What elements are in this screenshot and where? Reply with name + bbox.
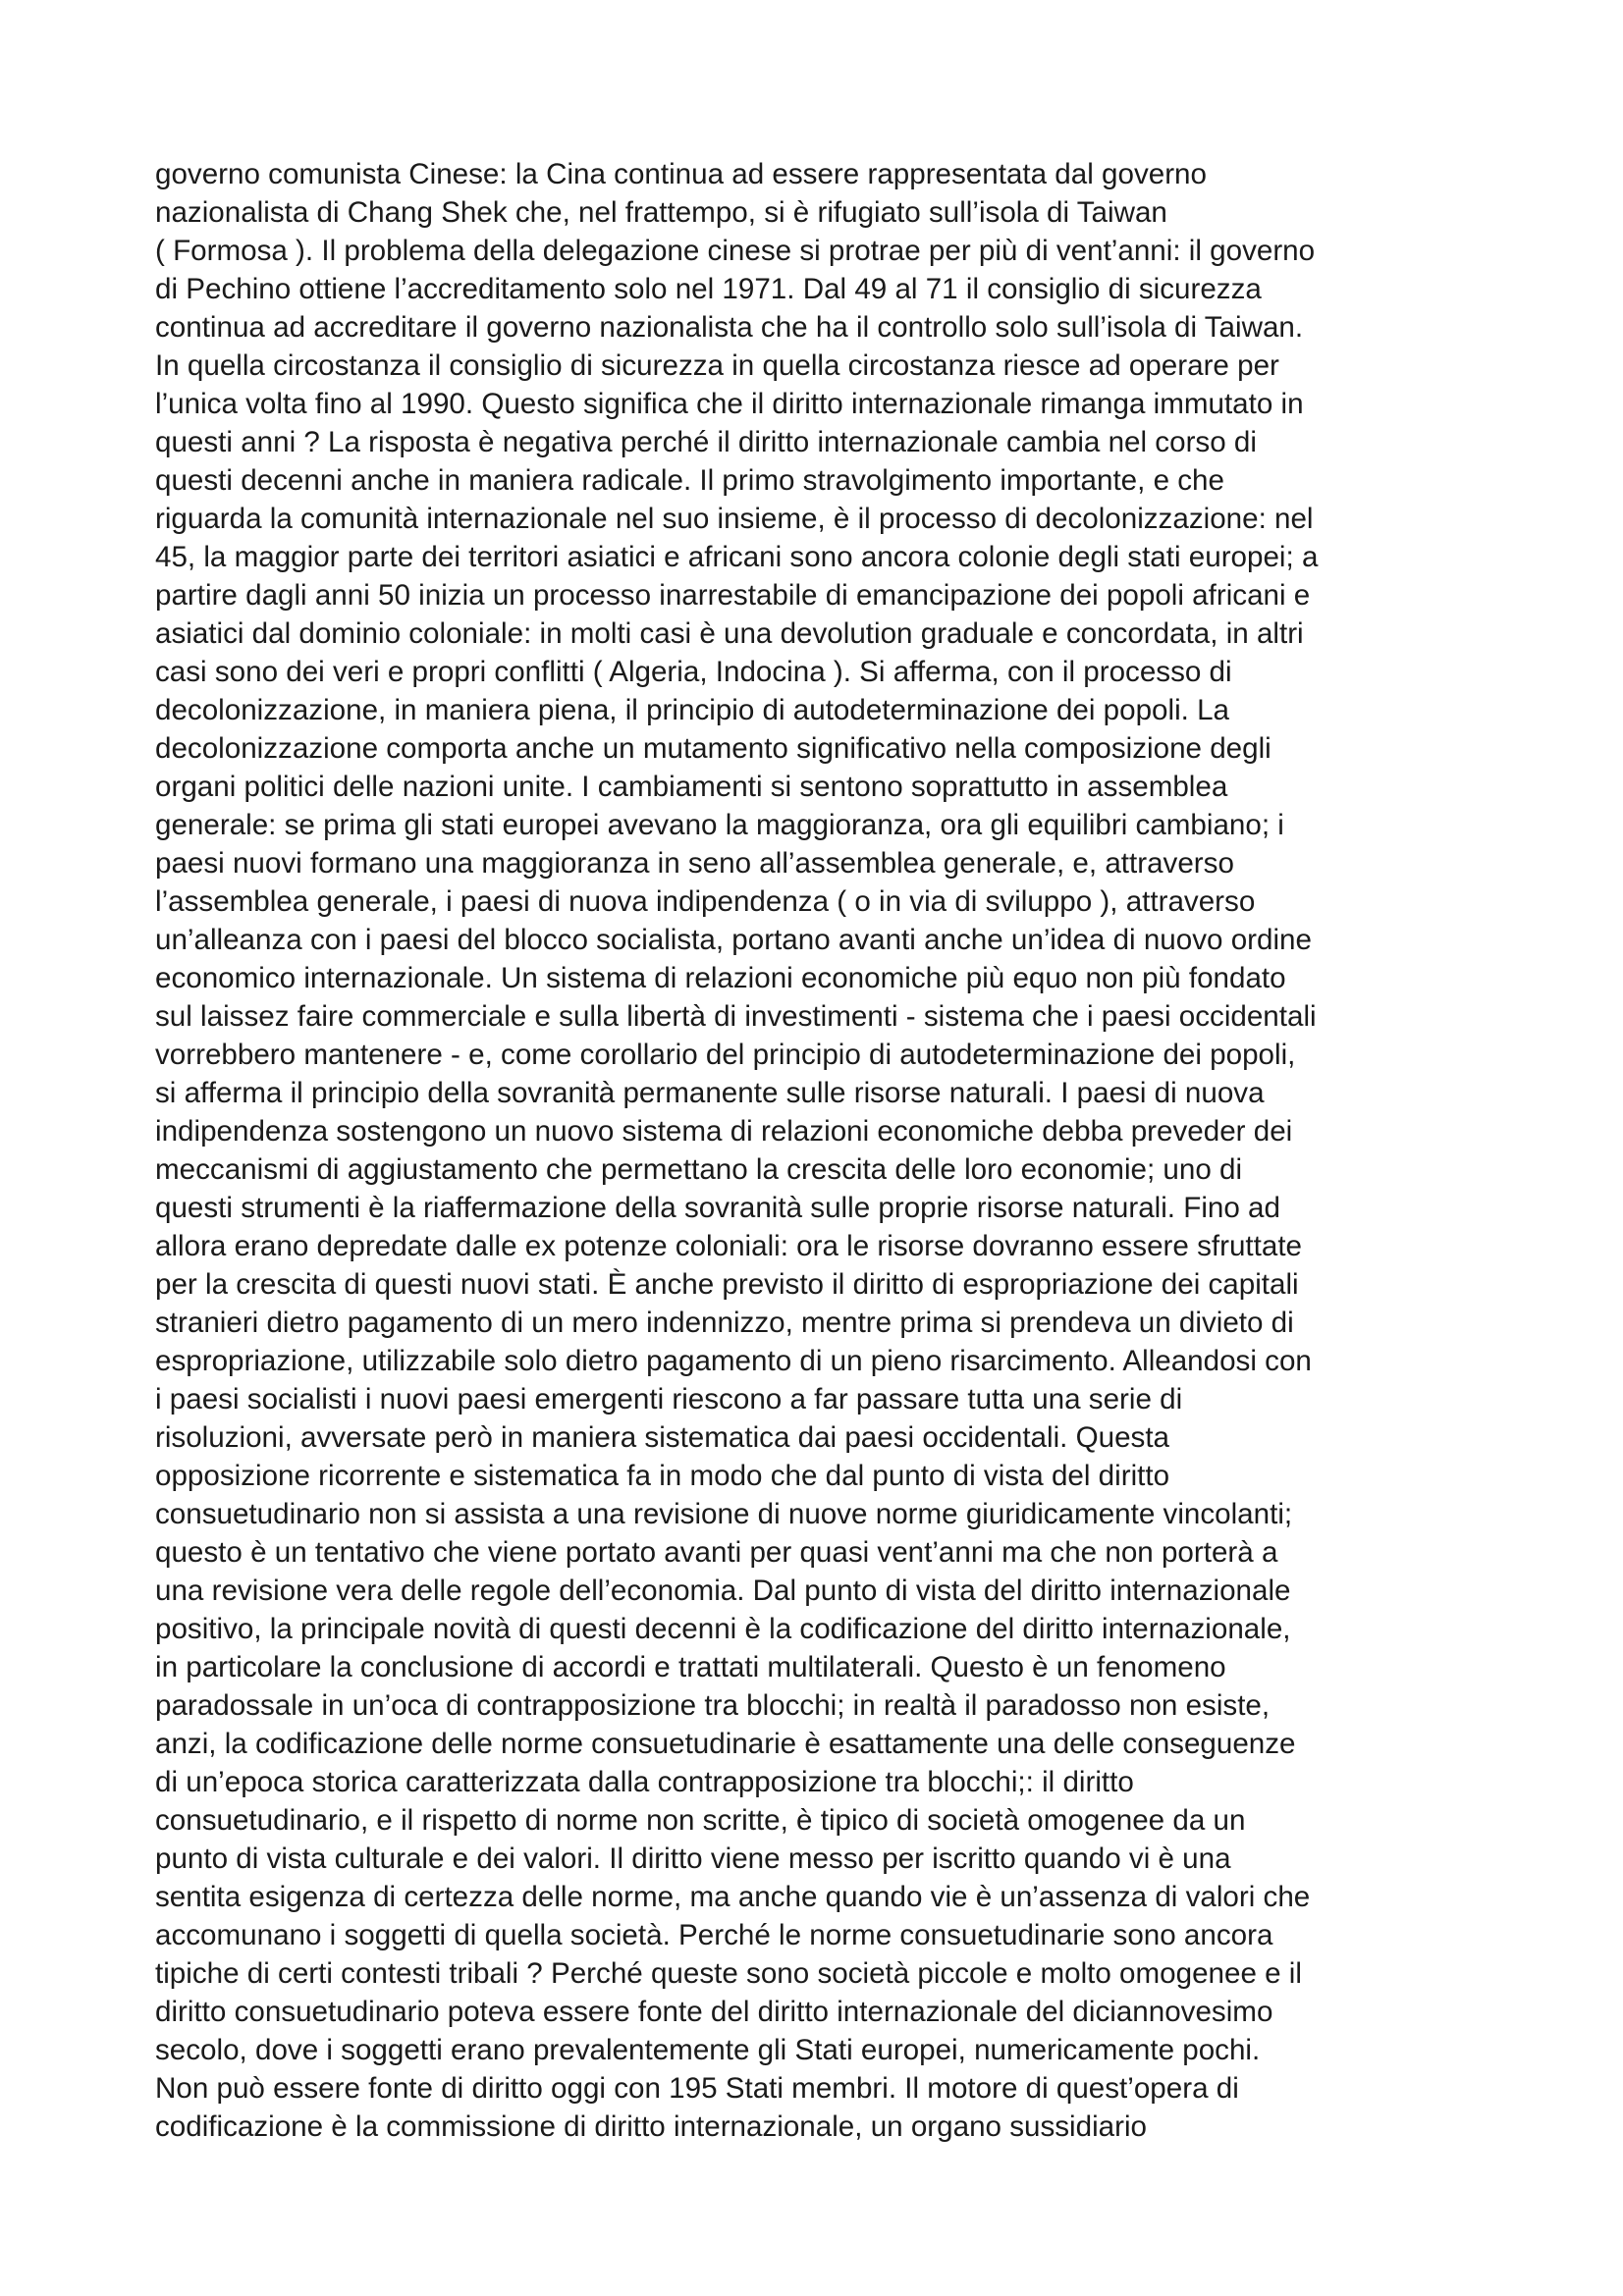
text-line: per la crescita di questi nuovi stati. È anche previsto il diritto di espropriazione dei capitali <box>155 1268 1299 1301</box>
text-line: questi decenni anche in maniera radicale. Il primo stravolgimento importante, e che <box>155 464 1224 497</box>
text-line: In quella circostanza il consiglio di sicurezza in quella circostanza riesce ad operare per <box>155 349 1279 382</box>
text-line: di un’epoca storica caratterizzata dalla contrapposizione tra blocchi;: il diritto <box>155 1766 1134 1798</box>
text-line: organi politici delle nazioni unite. I cambiamenti si sentono soprattutto in assemblea <box>155 771 1228 803</box>
text-line: stranieri dietro pagamento di un mero indennizzo, mentre prima si prendeva un divieto di <box>155 1307 1294 1339</box>
text-line: paesi nuovi formano una maggioranza in seno all’assemblea generale, e, attraverso <box>155 847 1234 880</box>
text-line: decolonizzazione comporta anche un mutamento significativo nella composizione degli <box>155 732 1271 765</box>
text-line: consuetudinario non si assista a una revisione di nuove norme giuridicamente vincolanti; <box>155 1498 1293 1530</box>
text-line: diritto consuetudinario poteva essere fonte del diritto internazionale del diciannovesimo <box>155 1996 1273 2028</box>
text-line: di Pechino ottiene l’accreditamento solo nel 1971. Dal 49 al 71 il consiglio di sicurezza <box>155 273 1262 305</box>
text-line: anzi, la codificazione delle norme consuetudinarie è esattamente una delle conseguenze <box>155 1728 1296 1760</box>
text-line: consuetudinario, e il rispetto di norme non scritte, è tipico di società omogenee da un <box>155 1804 1246 1837</box>
text-line: tipiche di certi contesti tribali ? Perché queste sono società piccole e molto omogenee e il <box>155 1957 1302 1990</box>
text-line: Non può essere fonte di diritto oggi con 195 Stati membri. Il motore di quest’opera di <box>155 2072 1239 2105</box>
text-line: espropriazione, utilizzabile solo dietro pagamento di un pieno risarcimento. Alleandosi con <box>155 1345 1312 1377</box>
text-line: i paesi socialisti i nuovi paesi emergenti riescono a far passare tutta una serie di <box>155 1383 1183 1415</box>
text-line: ( Formosa ). Il problema della delegazione cinese si protrae per più di vent’anni: il governo <box>155 235 1316 267</box>
text-line: l’assemblea generale, i paesi di nuova indipendenza ( o in via di sviluppo ), attraverso <box>155 885 1256 918</box>
text-line: casi sono dei veri e propri conflitti ( Algeria, Indocina ). Si afferma, con il processo di <box>155 656 1232 688</box>
text-line: risoluzioni, avversate però in maniera sistematica dai paesi occidentali. Questa <box>155 1421 1170 1454</box>
text-line: un’alleanza con i paesi del blocco socialista, portano avanti anche un’idea di nuovo ordine <box>155 924 1312 956</box>
text-line: questi anni ? La risposta è negativa perché il diritto internazionale cambia nel corso di <box>155 426 1257 458</box>
text-line: accomunano i soggetti di quella società. Perché le norme consuetudinarie sono ancora <box>155 1919 1273 1951</box>
text-line: partire dagli anni 50 inizia un processo inarrestabile di emancipazione dei popoli africani e <box>155 579 1311 612</box>
text-line: questi strumenti è la riaffermazione della sovranità sulle proprie risorse naturali. Fino ad <box>155 1192 1280 1224</box>
text-line: generale: se prima gli stati europei avevano la maggioranza, ora gli equilibri cambiano; i <box>155 809 1284 841</box>
text-line: secolo, dove i soggetti erano prevalentemente gli Stati europei, numericamente pochi. <box>155 2034 1261 2066</box>
text-line: asiatici dal dominio coloniale: in molti casi è una devolution graduale e concordata, in altri <box>155 617 1304 650</box>
text-line: opposizione ricorrente e sistematica fa in modo che dal punto di vista del diritto <box>155 1460 1170 1492</box>
text-line: una revisione vera delle regole dell’economia. Dal punto di vista del diritto internazionale <box>155 1575 1291 1607</box>
text-line: nazionalista di Chang Shek che, nel frattempo, si è rifugiato sull’isola di Taiwan <box>155 196 1167 229</box>
text-line: continua ad accreditare il governo nazionalista che ha il controllo solo sull’isola di Taiwan. <box>155 311 1304 344</box>
text-line: codificazione è la commissione di diritto internazionale, un organo sussidiario <box>155 2110 1148 2143</box>
text-line: allora erano depredate dalle ex potenze coloniali: ora le risorse dovranno essere sfruttate <box>155 1230 1303 1262</box>
text-line: paradossale in un’oca di contrapposizione tra blocchi; in realtà il paradosso non esiste, <box>155 1689 1271 1722</box>
body-text <box>155 155 1490 2146</box>
text-line: in particolare la conclusione di accordi e trattati multilaterali. Questo è un fenomeno <box>155 1651 1226 1683</box>
text-line: vorrebbero mantenere - e, come corollario del principio di autodeterminazione dei popoli, <box>155 1039 1296 1071</box>
text-line: l’unica volta fino al 1990. Questo significa che il diritto internazionale rimanga immutato in <box>155 388 1304 420</box>
text-line: si afferma il principio della sovranità permanente sulle risorse naturali. I paesi di nuova <box>155 1077 1265 1109</box>
text-line: governo comunista Cinese: la Cina continua ad essere rappresentata dal governo <box>155 158 1207 190</box>
text-line: 45, la maggior parte dei territori asiatici e africani sono ancora colonie degli stati europei; a <box>155 541 1319 573</box>
text-line: punto di vista culturale e dei valori. Il diritto viene messo per iscritto quando vi è una <box>155 1842 1231 1875</box>
text-line: riguarda la comunità internazionale nel suo insieme, è il processo di decolonizzazione: nel <box>155 503 1314 535</box>
text-line: meccanismi di aggiustamento che permettano la crescita delle loro economie; uno di <box>155 1153 1243 1186</box>
text-line: positivo, la principale novità di questi decenni è la codificazione del diritto internazionale, <box>155 1613 1291 1645</box>
text-line: sul laissez faire commerciale e sulla libertà di investimenti - sistema che i paesi occidentali <box>155 1000 1317 1033</box>
text-line: indipendenza sostengono un nuovo sistema di relazioni economiche debba preveder dei <box>155 1115 1293 1148</box>
text-line: decolonizzazione, in maniera piena, il principio di autodeterminazione dei popoli. La <box>155 694 1230 726</box>
text-line: questo è un tentativo che viene portato avanti per quasi vent’anni ma che non porterà a <box>155 1536 1278 1569</box>
text-line: economico internazionale. Un sistema di relazioni economiche più equo non più fondato <box>155 962 1286 994</box>
text-line: sentita esigenza di certezza delle norme, ma anche quando vie è un’assenza di valori che <box>155 1881 1311 1913</box>
